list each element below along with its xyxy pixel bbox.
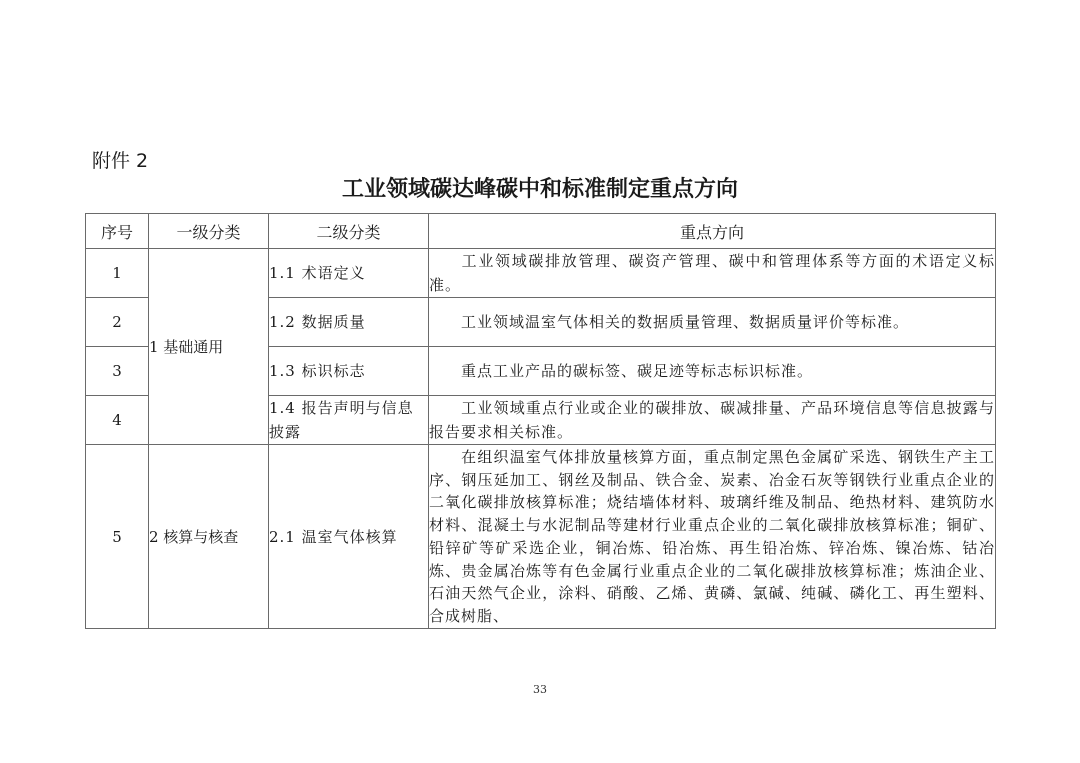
level2-cell: 1.1 术语定义 — [269, 249, 429, 298]
row-no: 5 — [86, 445, 149, 629]
direction-cell — [429, 445, 996, 629]
header-level2: 二级分类 — [269, 214, 429, 249]
direction-cell — [429, 298, 996, 347]
level1-cell: 2 核算与核查 — [149, 445, 269, 629]
page-number: 33 — [533, 683, 547, 696]
direction-text: 工业领域温室气体相关的数据质量管理、数据质量评价等标准。 — [461, 313, 910, 331]
direction-text: 工业领域重点行业或企业的碳排放、碳减排量、产品环境信息等信息披露与报告要求相关标准。 — [429, 399, 995, 441]
direction-cell — [429, 249, 996, 298]
direction-text: 重点工业产品的碳标签、碳足迹等标志标识标准。 — [461, 362, 814, 380]
table-header-row — [86, 214, 996, 249]
table-row — [86, 249, 996, 298]
table-row — [86, 445, 996, 629]
row-no: 1 — [86, 249, 149, 298]
direction-text: 在组织温室气体排放量核算方面，重点制定黑色金属矿采选、钢铁生产主工序、钢压延加工、钢丝及制品、铁合金、炭素、冶金石灰等钢铁行业重点企业的二氧化碳排放核算标准；烧结墙体材料、玻璃纤维及制品、绝热材料、建筑防水材料、混凝土与水泥制品等建材行业重点企业的二氧化碳排放核算标准；铜矿、铅锌矿等矿采选企业，铜冶炼、铅冶炼、再生铅冶炼、锌冶炼、镍冶炼、钴冶炼、贵金属冶炼等有色金属行业重点企业的二氧化碳排放核算标准；炼油企业、石油天然气企业，涂料、硝酸、乙烯、黄磷、氯碱、纯碱、磷化工、再生塑料、合成树脂、 — [429, 448, 995, 625]
header-direction: 重点方向 — [429, 214, 996, 249]
level2-cell: 1.4 报告声明与信息披露 — [269, 396, 429, 445]
header-level1: 一级分类 — [149, 214, 269, 249]
direction-cell — [429, 347, 996, 396]
header-no: 序号 — [86, 214, 149, 249]
level2-cell: 2.1 温室气体核算 — [269, 445, 429, 629]
direction-cell — [429, 396, 996, 445]
row-no: 2 — [86, 298, 149, 347]
row-no: 3 — [86, 347, 149, 396]
attachment-label: 附件 2 — [92, 150, 149, 172]
level1-cell: 1 基础通用 — [149, 249, 269, 445]
level2-cell: 1.3 标识标志 — [269, 347, 429, 396]
standards-table — [85, 213, 996, 629]
document-title-text: 工业领域碳达峰碳中和标准制定重点方向 — [341, 176, 738, 202]
direction-text: 工业领域碳排放管理、碳资产管理、碳中和管理体系等方面的术语定义标准。 — [429, 252, 995, 294]
row-no: 4 — [86, 396, 149, 445]
level2-cell: 1.2 数据质量 — [269, 298, 429, 347]
document-title — [0, 172, 1080, 203]
